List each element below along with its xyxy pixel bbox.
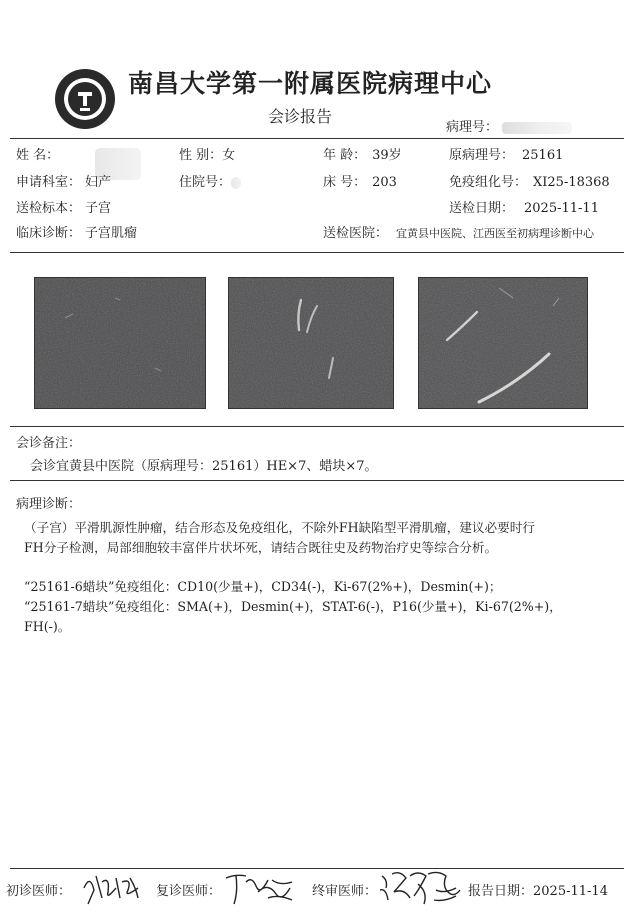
note-divider — [10, 480, 624, 481]
submit-date-label: 送检日期： — [449, 201, 515, 216]
specimen-field — [16, 201, 111, 217]
submit-date-field — [449, 201, 599, 217]
age-value: 39岁 — [372, 148, 402, 163]
info-divider — [10, 252, 624, 253]
submit-date-value: 2025-11-11 — [524, 201, 599, 216]
ihc-label: 免疫组化号： — [449, 175, 528, 190]
report-date — [468, 880, 608, 899]
sex-label: 性 别： — [179, 148, 223, 163]
ihc-line: “25161-6蜡块”免疫组化：CD10(少量+)，CD34(-)，Ki-67(2%+)，Desmin(+)； — [24, 579, 502, 594]
header-divider — [10, 138, 624, 139]
specimen-value: 子宫 — [85, 201, 112, 216]
redacted-value — [502, 122, 572, 134]
ihc-results — [24, 577, 624, 637]
specimen-label: 送检标本： — [16, 201, 82, 216]
report-date-label: 报告日期： — [468, 884, 534, 899]
clinical-dx-label: 临床诊断： — [16, 226, 82, 241]
dept-field — [16, 175, 111, 191]
orig-pathology-field — [449, 148, 563, 164]
ihc-line: “25161-7蜡块”免疫组化：SMA(+)，Desmin(+)，STAT-6(-)，P16(少量+)，Ki-67(2%+)， — [24, 599, 562, 614]
clinical-dx-field — [16, 226, 137, 242]
consult-note-label: 会诊备注： — [16, 436, 82, 451]
ihc-line: FH(-)。 — [24, 619, 71, 634]
report-date-value: 2025-11-14 — [533, 884, 608, 899]
microscopy-image-3 — [418, 277, 588, 409]
submitting-hospital-label: 送检医院： — [323, 226, 389, 241]
consult-note-text: 会诊宜黄县中医院（原病理号：25161）HE×7、蜡块×7。 — [30, 459, 378, 474]
age-label: 年 龄： — [323, 148, 367, 163]
bed-field — [323, 175, 397, 191]
clinical-dx-value: 子宫肌瘤 — [85, 226, 138, 241]
initial-physician-label: 初诊医师： — [6, 884, 72, 899]
final-physician-label: 终审医师： — [312, 884, 378, 899]
initial-physician-signature — [80, 868, 144, 906]
hospital-logo — [54, 68, 116, 130]
submitting-hospital-field — [323, 226, 594, 242]
report-type-title: 会诊报告 — [268, 107, 333, 126]
microscopy-image-2 — [228, 277, 394, 409]
final-physician-signature — [378, 866, 462, 910]
institution-title: 南昌大学第一附属医院病理中心 — [128, 69, 493, 98]
images-divider — [10, 426, 624, 427]
orig-pathology-value: 25161 — [522, 148, 564, 163]
redacted-inpatient — [231, 177, 241, 189]
bed-label: 床 号： — [323, 175, 367, 190]
microscopy-image-1 — [34, 277, 206, 409]
review-physician-signature — [224, 866, 300, 908]
dept-value: 妇产 — [85, 175, 112, 190]
sex-value: 女 — [222, 148, 236, 163]
pathology-number — [446, 116, 572, 135]
inpatient-label: 住院号： — [179, 175, 232, 190]
diagnosis-label: 病理诊断： — [16, 497, 82, 512]
bed-value: 203 — [372, 175, 397, 190]
dept-label: 申请科室： — [16, 175, 82, 190]
review-physician-label: 复诊医师： — [156, 884, 222, 899]
ihc-value: XI25-18368 — [533, 175, 610, 190]
name-label: 姓 名： — [16, 148, 60, 163]
inpatient-field — [179, 175, 241, 191]
sex-field — [179, 148, 235, 164]
diagnosis-body — [24, 518, 624, 558]
diagnosis-line: FH分子检测，局部细胞较丰富伴片状坏死，请结合既往史及药物治疗史等综合分析。 — [24, 540, 498, 555]
pathology-number-label: 病理号： — [446, 120, 499, 135]
ihc-field — [449, 175, 610, 191]
orig-pathology-label: 原病理号： — [449, 148, 515, 163]
age-field — [323, 148, 402, 164]
diagnosis-line: （子宫）平滑肌源性肿瘤，结合形态及免疫组化，不除外FH缺陷型平滑肌瘤，建议必要时行 — [24, 520, 535, 535]
submitting-hospital-value: 宜黄县中医院、江西医至初病理诊断中心 — [396, 227, 595, 240]
